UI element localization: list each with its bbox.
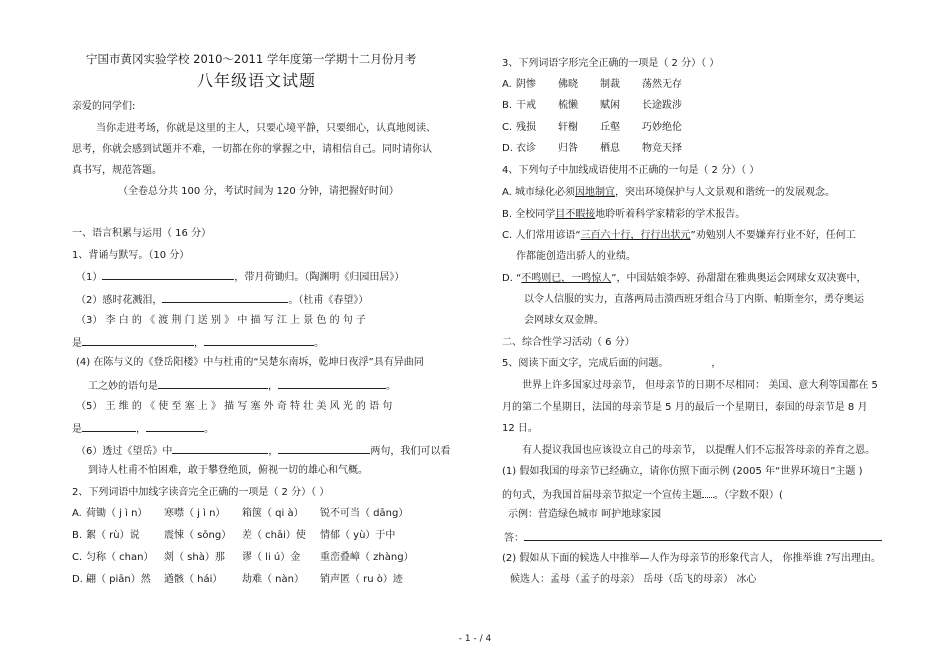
q2-option-d-item: 遒骸（ hái） bbox=[164, 574, 223, 585]
exam-header: 宁国市黄冈实验学校 2010～2011 学年度第一学期十二月份月考 bbox=[86, 52, 417, 66]
q3-option-a-label[interactable]: A. bbox=[502, 79, 512, 90]
score-time-note: （全卷总分共 100 分，考试时间为 120 分钟，请把握好时间） bbox=[118, 186, 399, 197]
section-2-heading: 二、综合性学习活动（ 6 分） bbox=[502, 337, 635, 348]
intro-line-2: 思考，你就会感到试题并不难，一切都在你的掌握之中，请相信自己。同时请你认 bbox=[72, 144, 432, 155]
q4-option-c[interactable]: C. 人们常用谚语“三百六十行，行行出状元”劝勉别人不要嫌弃行业不好，任何工 bbox=[502, 230, 856, 241]
q3-option-c-label[interactable]: C. bbox=[502, 122, 513, 133]
q3-option-b-item: 赋闲 bbox=[600, 100, 620, 111]
answer-blank[interactable] bbox=[146, 421, 204, 432]
q4-option-d-cont: 会网球女双金牌。 bbox=[524, 315, 604, 326]
q5-example: 示例：营造绿色城市 呵护地球家园 bbox=[508, 509, 662, 520]
q3-option-b-label[interactable]: B. bbox=[502, 100, 513, 111]
q4-title: 4、下列句子中加线成语使用不正确的一句是（ 2 分）（ ） bbox=[502, 165, 760, 176]
q3-title: 3、下列词语字形完全正确的一项是（ 2 分）（ ） bbox=[502, 58, 720, 69]
q4-option-d-cont: 以令人信服的实力，直落两局击溃西班牙组合马丁内斯、帕斯奎尔，勇夺奥运 bbox=[524, 294, 864, 305]
q2-option-a-label[interactable]: A. bbox=[72, 508, 82, 519]
q4-option-c-cont: 作都能创造出骄人的业绩。 bbox=[516, 251, 636, 262]
q2-option-a-item: 荷锄（ j ì n） bbox=[86, 508, 148, 519]
q2-option-d-item: 劫难（ nàn） bbox=[242, 574, 304, 585]
q2-option-c-item: 谬（ li ú）金 bbox=[242, 552, 301, 563]
answer-blank[interactable] bbox=[172, 443, 268, 454]
q1-item-1: （1） ，带月荷锄归。（陶渊明《归园田居》） bbox=[76, 269, 404, 285]
answer-blank[interactable] bbox=[82, 335, 194, 346]
passage-line-3: 12 日。 bbox=[502, 423, 538, 434]
q3-option-d-item: 衣诊 bbox=[516, 143, 536, 154]
q3-option-b-item: 长途跋涉 bbox=[642, 100, 682, 111]
answer-blank[interactable] bbox=[702, 487, 714, 498]
q2-option-d-item: 翩（ piān）然 bbox=[86, 574, 151, 585]
q1-item-5-blanks: 是 ， 。 bbox=[72, 421, 214, 437]
q3-option-c-item: 巧妙绝伦 bbox=[642, 122, 682, 133]
q5-sub-1-cont: 的句式，为我国首届母亲节拟定一个宣传主题 。（字数不限）( bbox=[502, 487, 783, 503]
answer-blank[interactable] bbox=[162, 292, 288, 303]
q3-option-c-item: 轩榭 bbox=[558, 122, 578, 133]
q1-item-6-cont: 到诗人杜甫不怕困难，敢于攀登绝顶，俯视一切的雄心和气概。 bbox=[88, 465, 368, 476]
intro-line-3: 真书写，规范答题。 bbox=[72, 165, 162, 176]
q2-option-a-item: 寒噤（ j ì n） bbox=[164, 508, 226, 519]
q5-sub-1: (1) 假如我国的母亲节已经确立，请你仿照下面示例 (2005 年“世界环境日”主题 ) bbox=[502, 466, 863, 477]
q5-title: 5、阅读下面文字，完成后面的问题。 ， bbox=[502, 358, 722, 369]
paper-title: 八年级语文试题 bbox=[197, 71, 317, 90]
q2-option-b-item: 震悚（ sōng） bbox=[164, 530, 232, 541]
q3-option-d-item: 栖息 bbox=[600, 143, 620, 154]
q5-sub-2: (2) 假如从下面的候选人中推举—人作为母亲节的形象代言人， 你推举谁 ?写出理由。 bbox=[502, 553, 882, 564]
passage-line-4: 有人提议我国也应该设立自己的母亲节， 以提醒人们不忘报答母亲的养育之恩。 bbox=[522, 445, 876, 456]
q5-answer-line: 答： bbox=[504, 530, 882, 546]
q1-item-6: （6）透过《望岳》中 ， 两句，我们可以看 bbox=[76, 443, 450, 459]
answer-blank[interactable] bbox=[82, 421, 136, 432]
q2-option-c-item: 重峦叠嶂（ zhàng） bbox=[320, 552, 414, 563]
answer-blank[interactable] bbox=[102, 269, 234, 280]
answer-blank[interactable] bbox=[524, 530, 882, 541]
q2-option-c-item: 匀称（ chan） bbox=[86, 552, 154, 563]
answer-blank[interactable] bbox=[278, 378, 386, 389]
passage-line-1: 世界上许多国家过母亲节， 但母亲节的日期不尽相同： 美国、意大利等国都在 5 bbox=[522, 380, 878, 391]
q1-item-3-blanks: 是 ， 。 bbox=[72, 335, 324, 351]
q2-option-d-item: 销声匿（ ru ò）迹 bbox=[320, 574, 403, 585]
q3-option-d-item: 归咎 bbox=[558, 143, 578, 154]
answer-blank[interactable] bbox=[158, 378, 268, 389]
q1-item-5: （5） 王 维 的 《 使 至 塞 上 》 描 写 塞 外 奇 特 壮 美 风 光 的 语 句 bbox=[76, 401, 393, 412]
q4-option-d[interactable]: D. “不鸣则已，一鸣惊人”，中国姑娘李婷、孙甜甜在雅典奥运会网球女双决赛中， bbox=[502, 273, 867, 284]
section-1-heading: 一、语言积累与运用（ 16 分） bbox=[72, 228, 212, 239]
q1-item-4: (4) 在陈与义的《登岳阳楼》中与杜甫的“吴楚东南坼，乾坤日夜浮”具有异曲同 bbox=[76, 357, 424, 368]
greeting: 亲爱的同学们: bbox=[72, 101, 136, 112]
q3-option-a-item: 阴惨 bbox=[516, 79, 536, 90]
q4-option-a[interactable]: A. 城市绿化必须因地制宜，突出环境保护与人文景观和谐统一的发展观念。 bbox=[502, 187, 836, 198]
q3-option-d-label[interactable]: D. bbox=[502, 143, 513, 154]
page-number: - 1 - / 4 bbox=[458, 634, 492, 644]
passage-line-2: 月的第二个星期日，法国的母亲节是 5 月的最后一个星期日，泰国的母亲节是 8 月 bbox=[502, 402, 868, 413]
q2-option-a-item: 锐不可当（ dāng） bbox=[320, 508, 409, 519]
q2-option-b-label[interactable]: B. bbox=[72, 530, 83, 541]
q2-option-c-item: 剡（ shà）那 bbox=[164, 552, 225, 563]
answer-blank[interactable] bbox=[204, 335, 314, 346]
q3-option-a-item: 制裁 bbox=[600, 79, 620, 90]
q2-option-a-item: 箱箧（ qi à） bbox=[242, 508, 304, 519]
q2-option-b-item: 情郁（ yù）于中 bbox=[320, 530, 396, 541]
q2-option-b-item: 絮（ rù）说 bbox=[86, 530, 140, 541]
q3-option-c-item: 残损 bbox=[516, 122, 536, 133]
q3-option-b-item: 梳懒 bbox=[558, 100, 578, 111]
answer-blank[interactable] bbox=[278, 443, 370, 454]
q2-title: 2、下列词语中加线字读音完全正确的一项是（ 2 分）（ ） bbox=[72, 487, 330, 498]
q1-item-2: （2）感时花溅泪， 。（杜甫《春望》） bbox=[76, 292, 368, 308]
q5-candidates: 候选人：孟母（孟子的母亲） 岳母（岳飞的母亲） 冰心 bbox=[510, 574, 757, 585]
q3-option-c-item: 丘壑 bbox=[600, 122, 620, 133]
q1-item-3: （3） 李 白 的 《 渡 荆 门 送 别 》 中 描 写 江 上 景 色 的 句 子 bbox=[76, 315, 366, 326]
q2-option-d-label[interactable]: D. bbox=[72, 574, 83, 585]
q2-option-c-label[interactable]: C. bbox=[72, 552, 83, 563]
q2-option-b-item: 差（ chāi）使 bbox=[242, 530, 306, 541]
q4-option-b[interactable]: B. 全校同学目不暇接地聆听着科学家精彩的学术报告。 bbox=[502, 209, 746, 220]
q3-option-a-item: 佛晓 bbox=[558, 79, 578, 90]
q1-title: 1、背诵与默写。（10 分） bbox=[72, 250, 190, 261]
q3-option-b-item: 干戒 bbox=[516, 100, 536, 111]
q3-option-d-item: 物竞天择 bbox=[642, 143, 682, 154]
intro-line-1: 当你走进考场，你就是这里的主人，只要心境平静，只要细心，认真地阅读、 bbox=[96, 123, 436, 134]
q1-item-4-blanks: 工之妙的语句是 ， 。 bbox=[88, 378, 396, 394]
q3-option-a-item: 荡然无存 bbox=[642, 79, 682, 90]
